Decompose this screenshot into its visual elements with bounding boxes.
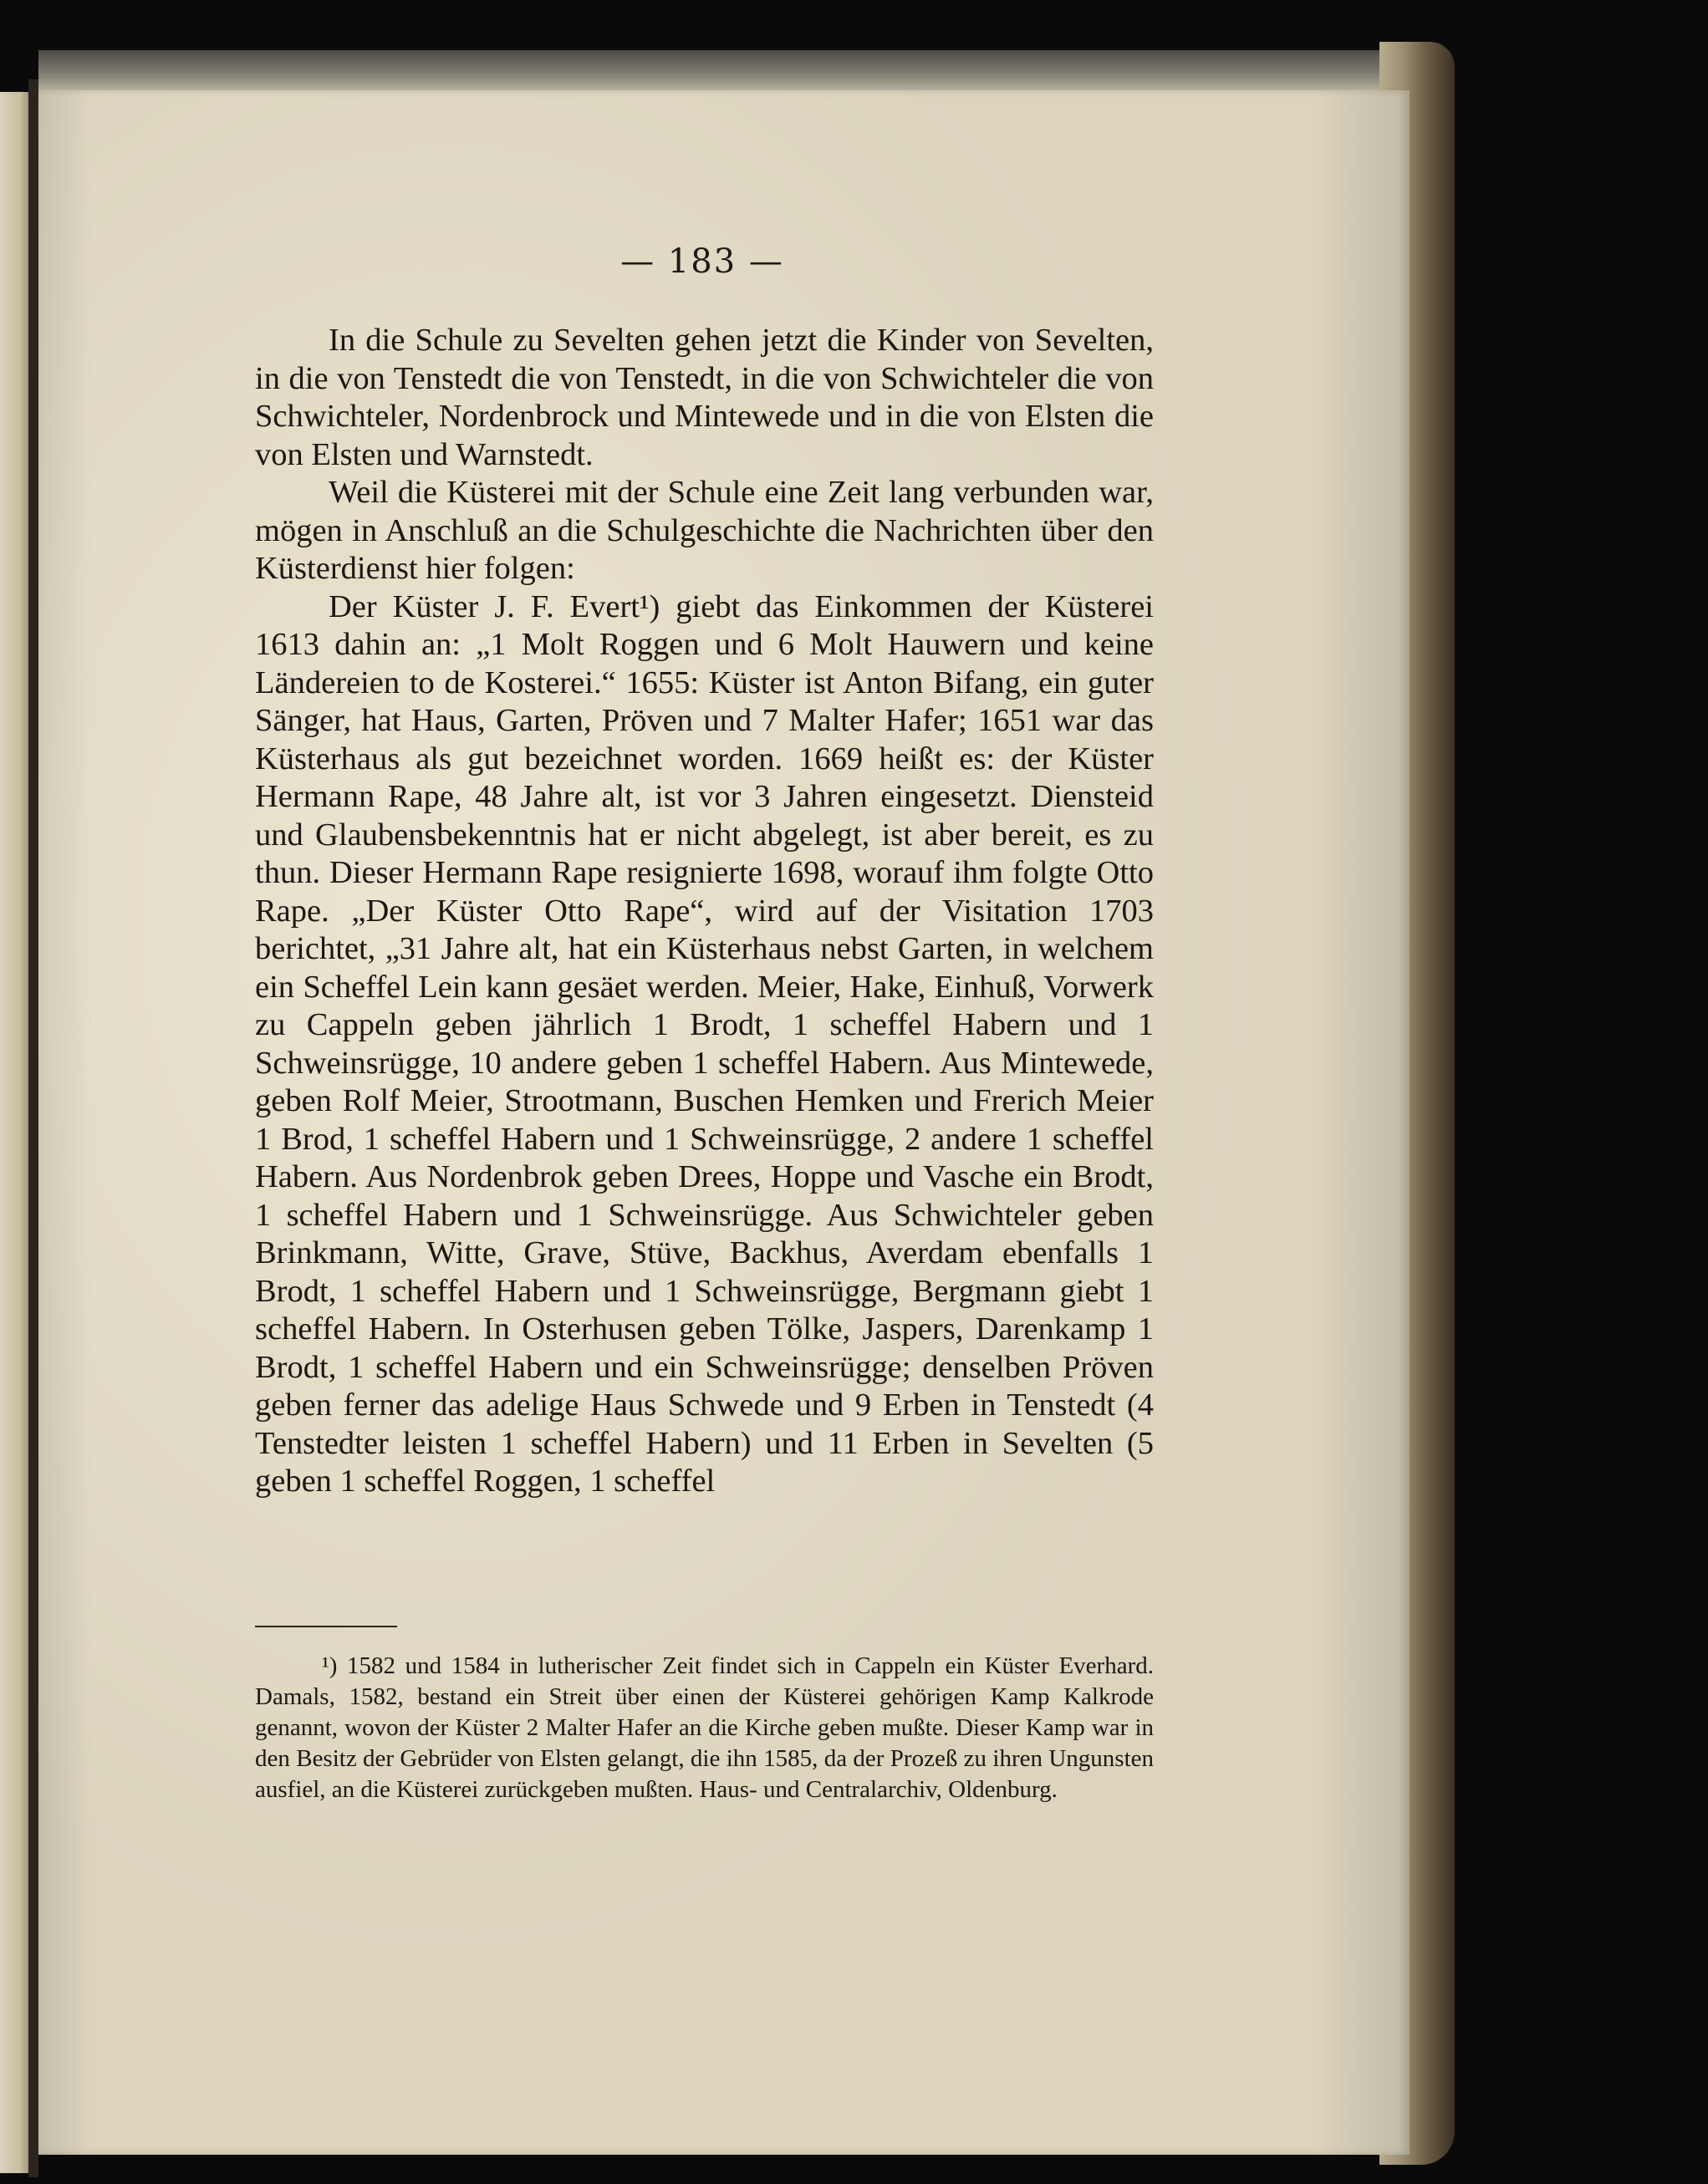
footnote-rule <box>255 1626 397 1627</box>
body-text <box>255 322 1154 1501</box>
page-number: — 183 — <box>620 242 784 281</box>
paragraph: In die Schule zu Sevelten gehen jetzt die Kinder von Sevelten, in die von Tenstedt die von Tenstedt, in die von Schwichteler die von Schwichteler, Nordenbrock und Mintewede und in die von Elsten die von Elsten und Warnstedt. <box>255 323 1154 472</box>
book-gutter <box>28 79 38 2177</box>
paragraph: Der Küster J. F. Evert¹) giebt das Einkommen der Küsterei 1613 dahin an: „1 Molt Roggen und 6 Molt Hauwern und keine Ländereien to de Kosterei.“ 1655: Küster ist Anton Bifang, ein guter Sänger, hat Haus, Garten, Pröven und 7 Malter Hafer; 1651 war das Küsterhaus als gut bezeichnet worden. 1669 heißt es: der Küster Hermann Rape, 48 Jahre alt, ist vor 3 Jahren eingesetzt. Diensteid und Glaubensbekenntnis hat er nicht abgelegt, ist aber bereit, es zu thun. Dieser Hermann Rape resignierte 1698, worauf ihm folgte Otto Rape. „Der Küster Otto Rape“, wird auf der Visitation 1703 berichtet, „31 Jahre alt, hat ein Küsterhaus nebst Garten, in welchem ein Scheffel Lein kann gesäet werden. Meier, Hake, Einhuß, Vorwerk zu Cappeln geben jährlich 1 Brodt, 1 scheffel Habern und 1 Schweinsrügge, 10 andere geben 1 scheffel Habern. Aus Mintewede, geben Rolf Meier, Strootmann, Buschen Hemken und Frerich Meier 1 Brod, 1 scheffel Habern und 1 Schweinsrügge, 2 andere 1 scheffel Habern. Aus Nordenbrok geben Drees, Hoppe und Vasche ein Brodt, 1 scheffel Habern und 1 Schweinsrügge. Aus Schwichteler geben Brinkmann, Witte, Grave, Stüve, Backhus, Averdam ebenfalls 1 Brodt, 1 scheffel Habern und 1 Schweinsrügge, Bergmann giebt 1 scheffel Habern. In Osterhusen geben Tölke, Jaspers, Darenkamp 1 Brodt, 1 scheffel Habern und ein Schweinsrügge; denselben Pröven geben ferner das adelige Haus Schwede und 9 Erben in Tenstedt (4 Tenstedter leisten 1 scheffel Habern) und 11 Erben in Sevelten (5 geben 1 scheffel Roggen, 1 scheffel <box>255 588 1154 1499</box>
paragraph: Weil die Küsterei mit der Schule eine Zeit lang verbunden war, mögen in Anschluß an die Schulgeschichte die Nachrichten über den Küsterdienst hier folgen: <box>255 475 1154 586</box>
footnote: ¹) 1582 und 1584 in lutherischer Zeit findet sich in Cappeln ein Küster Everhard. Damals, 1582, bestand ein Streit über einen der Küsterei gehörigen Kamp Kalkrode genannt, wovon der Küster 2 Malter Hafer an die Kirche geben mußte. Dieser Kamp war in den Besitz der Gebrüder von Elsten gelangt, die ihn 1585, da der Prozeß zu ihren Ungunsten ausfiel, an die Küsterei zurückgeben mußten. Haus- und Centralarchiv, Oldenburg. <box>255 1652 1154 1803</box>
